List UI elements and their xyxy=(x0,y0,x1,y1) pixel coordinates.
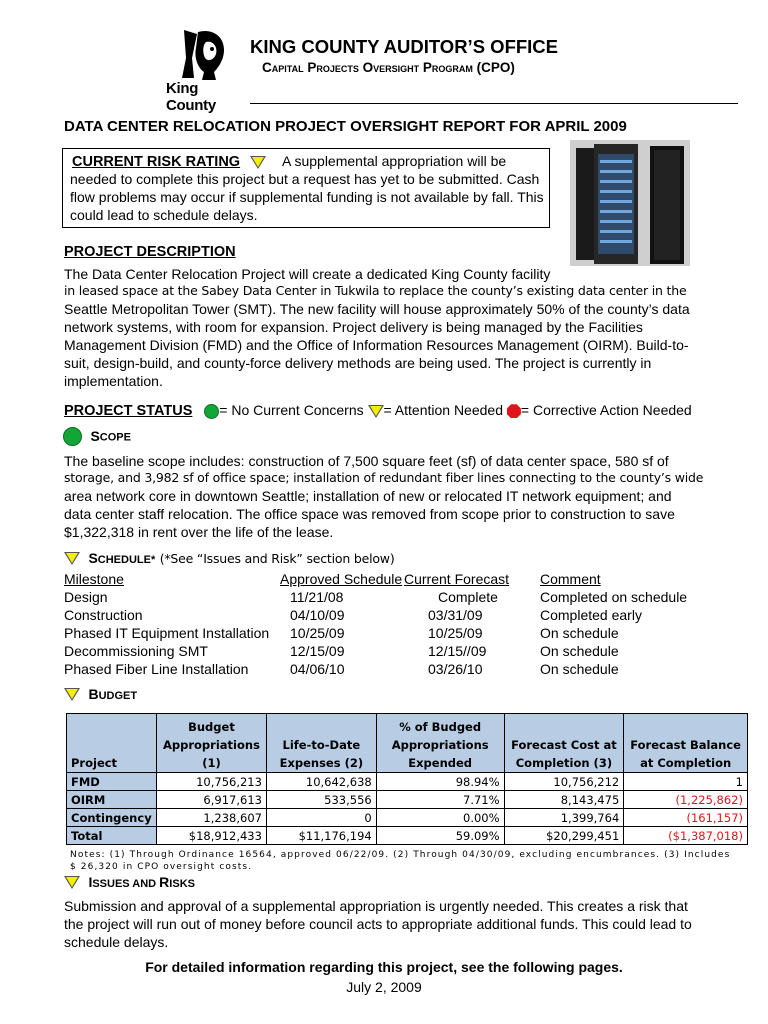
expense-cell: 0 xyxy=(266,809,376,827)
project-cell: OIRM xyxy=(67,791,157,809)
expense-cell: 10,642,638 xyxy=(266,773,376,791)
schedule-heading-cap: S xyxy=(88,550,98,566)
risk-text xyxy=(70,152,548,224)
table-row xyxy=(64,660,704,678)
forecast-cell: 10/25/09 xyxy=(428,625,483,641)
budget-notes-line-2: $ 26,320 in CPO oversight costs. xyxy=(70,862,253,872)
table-row xyxy=(64,624,704,642)
project-cell: FMD xyxy=(67,773,157,791)
budget-header-row xyxy=(67,714,748,773)
schedule-col-comment: Comment xyxy=(540,571,601,587)
percent-cell: 7.71% xyxy=(376,791,504,809)
king-county-logo xyxy=(160,28,242,114)
server-rack-photo xyxy=(570,140,690,266)
logo-wordmark: King County xyxy=(166,80,216,114)
forecast-cell: 12/15//09 xyxy=(428,643,487,659)
forecast-cell: 03/26/10 xyxy=(428,661,483,677)
green-circle-icon xyxy=(63,427,82,446)
budget-col-expenses: Life-to-Date Expenses (2) xyxy=(266,714,376,773)
milestone-cell: Construction xyxy=(64,607,143,623)
issues-text: Submission and approval of a supplemental appropriation is urgently needed. This creates a risk that the project will run out of money before council acts to appropriate additional funds. This could lead to schedule delays. xyxy=(64,898,692,950)
appropriation-cell: 1,238,607 xyxy=(156,809,266,827)
yellow-triangle-icon xyxy=(368,405,384,418)
green-legend: = No Current Concerns xyxy=(219,402,364,418)
scope-heading xyxy=(63,427,131,446)
table-row xyxy=(67,773,748,791)
forecast-cost-cell: $20,299,451 xyxy=(504,827,624,845)
red-legend: = Corrective Action Needed xyxy=(520,402,692,418)
schedule-col-forecast: Current Forecast xyxy=(404,571,510,587)
yellow-triangle-icon xyxy=(64,688,80,701)
comment-cell: On schedule xyxy=(540,661,619,677)
forecast-cell: 03/31/09 xyxy=(428,607,483,623)
table-row xyxy=(64,588,704,606)
issues-heading-cap-1: I xyxy=(88,874,93,890)
schedule-col-approved: Approved Schedule xyxy=(280,571,403,587)
budget-col-percent-expended: % of Budged Appropriations Expended xyxy=(376,714,504,773)
schedule-heading-rest: CHEDULE* xyxy=(97,554,156,566)
milestone-cell: Phased IT Equipment Installation xyxy=(64,625,270,641)
schedule-header-row xyxy=(64,570,704,588)
project-cell: Contingency xyxy=(67,809,157,827)
green-circle-icon xyxy=(204,404,219,419)
approved-cell: 04/06/10 xyxy=(290,661,345,677)
appropriation-cell: $18,912,433 xyxy=(156,827,266,845)
approved-cell: 12/15/09 xyxy=(290,643,345,659)
schedule-col-milestone: Milestone xyxy=(64,571,124,587)
table-row xyxy=(64,642,704,660)
forecast-balance-cell: (161,157) xyxy=(624,809,748,827)
table-row xyxy=(67,809,748,827)
forecast-balance-cell: 1 xyxy=(624,773,748,791)
comment-cell: Completed on schedule xyxy=(540,589,688,605)
server-rack-icon xyxy=(570,140,690,266)
scope-line-1: The baseline scope includes: construction of 7,500 square feet (sf) of data center space, 580 sf of xyxy=(64,453,669,469)
budget-col-appropriations: Budget Appropriations (1) xyxy=(156,714,266,773)
issues-heading-rest-2: ISKS xyxy=(169,878,195,890)
risk-description: A supplemental appropriation will be needed to complete this project but a request has yet to be submitted. Cash flow problems may occur if supplemental funding is not available by fall. This could lead to schedule delays. xyxy=(70,153,544,223)
issues-heading-cap-2: R xyxy=(159,874,170,890)
forecast-balance-cell: (1,225,862) xyxy=(624,791,748,809)
project-status-legend xyxy=(64,402,692,419)
percent-cell: 98.94% xyxy=(376,773,504,791)
king-county-logo-icon xyxy=(172,28,232,83)
percent-cell: 0.00% xyxy=(376,809,504,827)
appropriation-cell: 10,756,213 xyxy=(156,773,266,791)
project-cell: Total xyxy=(67,827,157,845)
milestone-cell: Design xyxy=(64,589,108,605)
budget-heading-rest: UDGET xyxy=(98,690,138,702)
comment-cell: On schedule xyxy=(540,643,619,659)
report-title: DATA CENTER RELOCATION PROJECT OVERSIGHT REPORT FOR APRIL 2009 xyxy=(64,118,627,135)
schedule-note: (*See “Issues and Risk” section below) xyxy=(159,551,395,566)
program-title: Capital Projects Oversight Program (CPO) xyxy=(262,60,515,75)
red-octagon-icon xyxy=(507,404,521,418)
scope-heading-rest: COPE xyxy=(99,431,131,444)
comment-cell: On schedule xyxy=(540,625,619,641)
budget-col-forecast-balance: Forecast Balance at Completion xyxy=(624,714,748,773)
org-title: KING COUNTY AUDITOR’S OFFICE xyxy=(250,36,559,57)
table-row xyxy=(67,791,748,809)
appropriation-cell: 6,917,613 xyxy=(156,791,266,809)
scope-rest: area network core in downtown Seattle; installation of new or relocated IT network equipment; and data center staff relocation. The office space was removed from scope prior to construction to save $1,322,318 in rent over the life of the lease. xyxy=(64,488,675,540)
scope-line-2: storage, and 3,982 sf of office space; installation of redundant fiber lines connecting to the county’s wide xyxy=(64,470,704,485)
budget-table xyxy=(66,713,748,845)
yellow-triangle-icon xyxy=(64,552,80,565)
milestone-cell: Decommissioning SMT xyxy=(64,643,208,659)
percent-cell: 59.09% xyxy=(376,827,504,845)
description-line-1: The Data Center Relocation Project will create a dedicated King County facility xyxy=(64,266,551,282)
yellow-legend: = Attention Needed xyxy=(383,402,503,418)
budget-col-forecast-cost: Forecast Cost at Completion (3) xyxy=(504,714,624,773)
description-line-2: in leased space at the Sabey Data Center in Tukwila to replace the county’s existing data center in the xyxy=(64,283,687,298)
expense-cell: $11,176,194 xyxy=(266,827,376,845)
approved-cell: 11/21/08 xyxy=(290,589,344,605)
description-rest: Seattle Metropolitan Tower (SMT). The new facility will house approximately 50% of the county’s data network systems, with room for expansion. Project delivery is being managed by the Facilities Management Division (FMD) and the Office of Information Resources Management (OIRM). Build-to-suit, design-build, and county-force delivery methods are being used. The project is currently in implementation. xyxy=(64,301,690,389)
report-date: July 2, 2009 xyxy=(346,979,422,995)
schedule-table xyxy=(64,570,704,678)
project-description-heading: PROJECT DESCRIPTION xyxy=(64,244,236,260)
forecast-cost-cell: 1,399,764 xyxy=(504,809,624,827)
issues-heading-rest-1: SSUES AND xyxy=(92,878,160,890)
milestone-cell: Phased Fiber Line Installation xyxy=(64,661,249,677)
issues-heading xyxy=(64,874,195,892)
budget-heading xyxy=(64,686,137,704)
more-info-note: For detailed information regarding this project, see the following pages. xyxy=(145,959,623,975)
budget-col-project: Project xyxy=(67,714,157,773)
project-status-heading: PROJECT STATUS xyxy=(64,403,193,419)
table-row xyxy=(67,827,748,845)
yellow-triangle-icon xyxy=(64,876,80,889)
forecast-cost-cell: 8,143,475 xyxy=(504,791,624,809)
approved-cell: 04/10/09 xyxy=(290,607,345,623)
risk-rating-heading: CURRENT RISK RATING xyxy=(72,154,241,170)
forecast-balance-cell: ($1,387,018) xyxy=(624,827,748,845)
scope-heading-cap: S xyxy=(90,427,100,444)
approved-cell: 10/25/09 xyxy=(290,625,345,641)
budget-notes-line-1: Notes: (1) Through Ordinance 16564, approved 06/22/09. (2) Through 04/30/09, excluding encumbrances. (3) Includes xyxy=(70,850,731,860)
forecast-cell: Complete xyxy=(438,589,498,605)
expense-cell: 533,556 xyxy=(266,791,376,809)
comment-cell: Completed early xyxy=(540,607,642,623)
header-divider xyxy=(250,103,738,104)
schedule-heading xyxy=(64,550,395,568)
table-row xyxy=(64,606,704,624)
forecast-cost-cell: 10,756,212 xyxy=(504,773,624,791)
budget-heading-cap: B xyxy=(88,686,99,702)
